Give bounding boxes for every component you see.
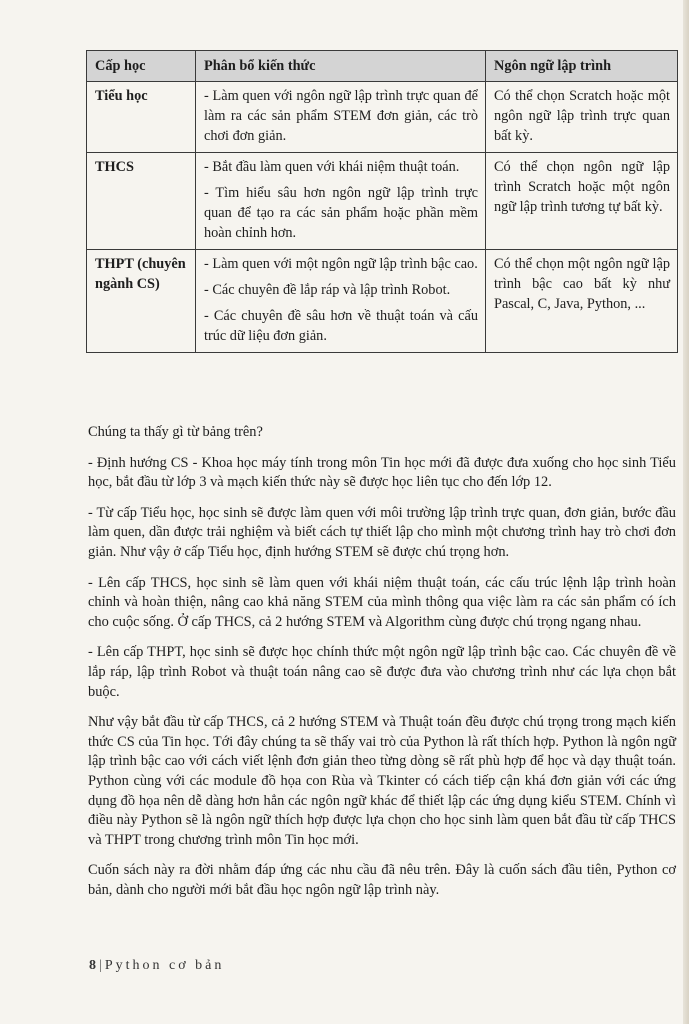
- intro-question: Chúng ta thấy gì từ bảng trên?: [88, 424, 263, 440]
- knowledge-item: - Các chuyên đề sâu hơn về thuật toán và cấu trúc dữ liệu đơn giản.: [204, 308, 478, 344]
- knowledge-cell: [196, 82, 486, 153]
- language-cell: Có thể chọn ngôn ngữ lập trình Scratch hoặc một ngôn ngữ lập trình tương tự bất kỳ.: [486, 153, 678, 250]
- paragraph: - Lên cấp THCS, học sinh sẽ làm quen với khái niệm thuật toán, các cấu trúc lệnh lập trình hoàn chỉnh và hoàn thiện, nâng cao khả năng STEM của mình thông qua việc làm ra các sản phẩm có ích cho cuộc sống. Ở cấp THCS, cả 2 hướng STEM và Algorithm cùng được chú trọng ngang nhau.: [88, 574, 676, 630]
- paragraph: - Định hướng CS - Khoa học máy tính trong môn Tin học mới đã được đưa xuống cho học sinh Tiểu học, bắt đầu từ lớp 3 và mạch kiến thức này sẽ được học liên tục cho đến lớp 12.: [88, 454, 676, 491]
- knowledge-item: - Làm quen với một ngôn ngữ lập trình bậc cao.: [204, 256, 478, 272]
- level-cell: THCS: [87, 153, 196, 250]
- page-edge: [683, 0, 689, 1024]
- book-title: Python: [104, 958, 163, 973]
- book-subtitle: cơ bản: [169, 958, 225, 973]
- knowledge-cell: [196, 153, 486, 250]
- header-language: Ngôn ngữ lập trình: [486, 51, 678, 82]
- page-footer: [89, 958, 224, 974]
- language-cell: Có thể chọn Scratch hoặc một ngôn ngữ lập trình trực quan bất kỳ.: [486, 82, 678, 153]
- curriculum-table: [86, 50, 678, 353]
- body-text: [88, 423, 676, 911]
- paragraph: - Từ cấp Tiểu học, học sinh sẽ được làm quen với môi trường lập trình trực quan, đơn giản, bước đầu làm quen, dần được trải nghiệm và biết cách tự thiết lập cho mình một chương trình hay trò chơi đơn giản. Như vậy ở cấp Tiểu học, định hướng STEM sẽ được chú trọng hơn.: [88, 504, 676, 560]
- paragraph: Như vậy bắt đầu từ cấp THCS, cả 2 hướng STEM và Thuật toán đều được chú trọng trong mạch kiến thức CS của Tin học. Tới đây chúng ta sẽ thấy vai trò của Python là rất thích hợp. Python là ngôn ngữ lập trình bậc cao với cách viết lệnh đơn giản theo từng dòng sẽ rất phù hợp để học và dạy thuật toán. Python cùng với các module đồ họa con Rùa và Tkinter có cách tiếp cận khá đơn giản với các ứng dụng đồ họa nên dễ dàng hơn hẳn các ngôn ngữ khác để thiết lập các ứng dụng kiểu STEM. Chính vì điều này Python sẽ là ngôn ngữ thích hợp được lựa chọn cho học sinh làm quen bắt đầu từ cấp THCS và THPT trong chương trình môn Tin học mới.: [88, 714, 676, 848]
- footer-separator: |: [99, 958, 102, 973]
- knowledge-item: - Bắt đầu làm quen với khái niệm thuật toán.: [204, 159, 460, 175]
- knowledge-cell: [196, 250, 486, 353]
- table-header-row: [87, 51, 678, 82]
- paragraph: Cuốn sách này ra đời nhằm đáp ứng các nhu cầu đã nêu trên. Đây là cuốn sách đầu tiên, Python cơ bản, dành cho người mới bắt đầu học ngôn ngữ lập trình này.: [88, 862, 676, 898]
- table-row: [87, 153, 678, 250]
- level-cell: THPT (chuyên ngành CS): [87, 250, 196, 353]
- table-row: [87, 250, 678, 353]
- page-number: 8: [89, 958, 96, 973]
- header-level: Cấp học: [87, 51, 196, 82]
- table-row: [87, 82, 678, 153]
- level-cell: Tiểu học: [87, 82, 196, 153]
- paragraph: - Lên cấp THPT, học sinh sẽ được học chính thức một ngôn ngữ lập trình bậc cao. Các chuyên đề về lắp ráp, lập trình Robot và thuật toán nâng cao sẽ được đưa vào chương trình như các lựa chọn bắt buộc.: [88, 644, 676, 700]
- knowledge-item: - Làm quen với ngôn ngữ lập trình trực quan để làm ra các sản phẩm STEM đơn giản, các trò chơi đơn giản.: [204, 88, 478, 144]
- knowledge-item: - Tìm hiểu sâu hơn ngôn ngữ lập trình trực quan để tạo ra các sản phẩm hoặc phần mềm hoàn chỉnh hơn.: [204, 185, 478, 241]
- language-cell: Có thể chọn một ngôn ngữ lập trình bậc cao bất kỳ như Pascal, C, Java, Python, ...: [486, 250, 678, 353]
- header-knowledge: Phân bổ kiến thức: [196, 51, 486, 82]
- knowledge-item: - Các chuyên đề lắp ráp và lập trình Robot.: [204, 282, 451, 298]
